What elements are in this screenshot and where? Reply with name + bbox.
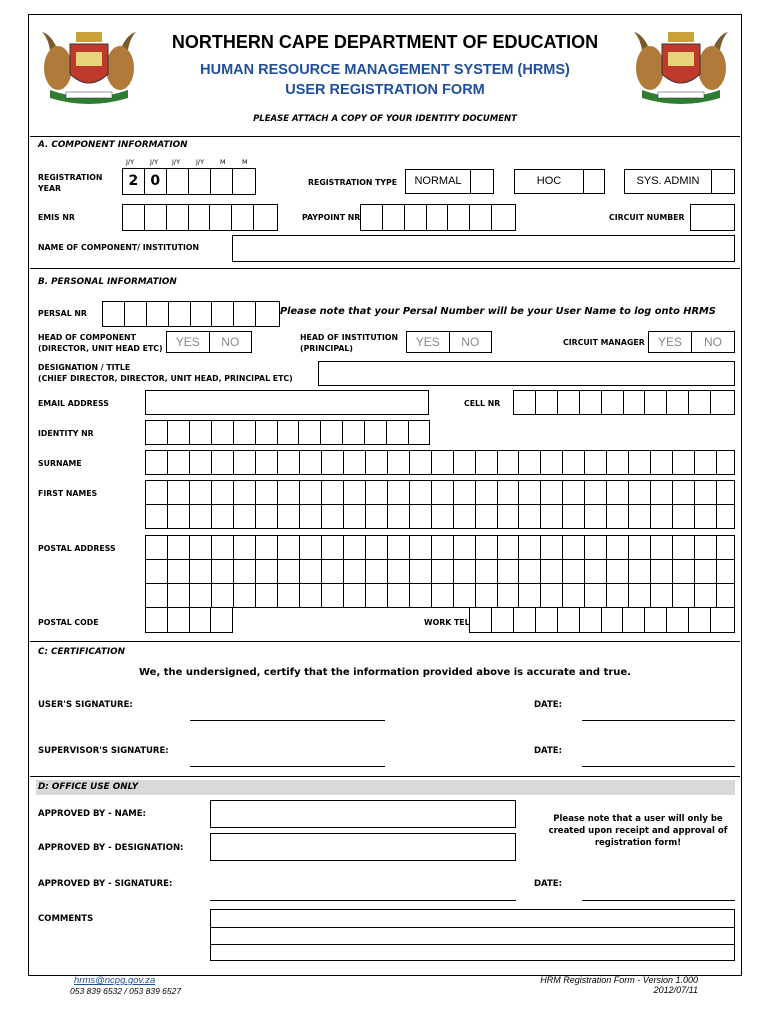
registration-type-label: REGISTRATION TYPE	[308, 178, 398, 187]
emis-label: EMIS NR	[38, 213, 75, 222]
approved-name-field[interactable]	[210, 800, 516, 828]
head-institution-yes-no[interactable]	[406, 331, 492, 353]
surname-label: SURNAME	[38, 459, 82, 468]
user-signature-line[interactable]	[190, 720, 385, 721]
year-digit: 2	[123, 169, 145, 194]
type-sysadmin-checkbox[interactable]	[711, 169, 735, 194]
identity-field[interactable]	[145, 420, 430, 445]
section-c-title: C: CERTIFICATION	[38, 647, 125, 657]
no-option[interactable]: NO	[461, 335, 480, 349]
supervisor-date-label: DATE:	[534, 746, 562, 756]
divider	[30, 268, 740, 269]
designation-field[interactable]	[318, 361, 735, 386]
work-tel-field[interactable]	[469, 607, 735, 633]
page-subtitle: HUMAN RESOURCE MANAGEMENT SYSTEM (HRMS)	[200, 62, 570, 78]
circuit-number-field[interactable]	[690, 204, 735, 231]
comments-label: COMMENTS	[38, 914, 94, 924]
paypoint-field[interactable]	[360, 204, 516, 231]
type-normal-option[interactable]: NORMAL	[405, 169, 471, 194]
postal-address-row2[interactable]	[145, 559, 735, 584]
registration-year-label: REGISTRATION YEAR	[38, 173, 103, 193]
component-field[interactable]	[232, 235, 735, 262]
circuit-manager-yes-no[interactable]	[648, 331, 735, 353]
postal-code-field[interactable]	[145, 607, 233, 633]
approved-signature-label: APPROVED BY - SIGNATURE:	[38, 879, 173, 889]
surname-field[interactable]	[145, 450, 735, 475]
persal-label: PERSAL NR	[38, 309, 87, 318]
no-option[interactable]: NO	[704, 335, 722, 349]
component-label: NAME OF COMPONENT/ INSTITUTION	[38, 243, 200, 252]
circuit-manager-label: CIRCUIT MANAGER	[563, 338, 645, 347]
email-label: EMAIL ADDRESS	[38, 399, 109, 408]
registration-year-field[interactable]	[122, 168, 256, 195]
user-date-label: DATE:	[534, 700, 562, 710]
work-tel-label: WORK TEL	[424, 618, 470, 627]
supervisor-signature-label: SUPERVISOR'S SIGNATURE:	[38, 746, 169, 756]
divider	[30, 776, 740, 777]
approved-date-line[interactable]	[582, 900, 735, 901]
year-digit: 0	[145, 169, 167, 194]
year-header: M	[242, 158, 248, 166]
certification-statement: We, the undersigned, certify that the information provided above is accurate and true.	[139, 667, 631, 678]
form-title: USER REGISTRATION FORM	[285, 82, 485, 98]
office-note: Please note that a user will only be created upon receipt and approval of registration form!	[548, 814, 728, 848]
postal-address-row3[interactable]	[145, 583, 735, 608]
postal-address-row1[interactable]	[145, 535, 735, 560]
divider	[30, 136, 740, 137]
postal-address-label: POSTAL ADDRESS	[38, 544, 116, 553]
section-b-title: B. PERSONAL INFORMATION	[38, 277, 177, 287]
head-institution-label: HEAD OF INSTITUTION (PRINCIPAL)	[300, 333, 399, 353]
first-names-field[interactable]	[145, 480, 735, 505]
cell-label: CELL NR	[464, 399, 501, 408]
approved-name-label: APPROVED BY - NAME:	[38, 809, 146, 819]
approved-date-label: DATE:	[534, 879, 562, 889]
attach-note: PLEASE ATTACH A COPY OF YOUR IDENTITY DOCUMENT	[253, 114, 517, 124]
comments-field[interactable]	[210, 909, 735, 961]
type-sysadmin-option[interactable]: SYS. ADMIN	[624, 169, 712, 194]
designation-label: DESIGNATION / TITLE	[38, 363, 131, 372]
year-header: J/Y	[172, 158, 181, 166]
supervisor-date-line[interactable]	[582, 766, 735, 767]
emis-field[interactable]	[122, 204, 278, 231]
type-hoc-checkbox[interactable]	[583, 169, 605, 194]
type-hoc-option[interactable]: HOC	[514, 169, 584, 194]
yes-option[interactable]: YES	[407, 332, 450, 352]
user-date-line[interactable]	[582, 720, 735, 721]
section-d-title: D: OFFICE USE ONLY	[38, 782, 139, 792]
footer-version	[540, 975, 698, 995]
footer-version-text: HRM Registration Form - Version 1.000	[540, 975, 698, 985]
year-header: J/Y	[150, 158, 159, 166]
paypoint-label: PAYPOINT NR	[302, 213, 361, 222]
approved-designation-label: APPROVED BY - DESIGNATION:	[38, 843, 184, 853]
year-header: J/Y	[196, 158, 205, 166]
persal-field[interactable]	[102, 301, 280, 327]
yes-option[interactable]: YES	[649, 332, 692, 352]
divider	[30, 641, 740, 642]
footer-email-link[interactable]: hrms@ncpg.gov.za	[74, 975, 156, 986]
cell-field[interactable]	[513, 390, 735, 415]
approved-signature-line[interactable]	[210, 900, 516, 901]
head-component-yes-no[interactable]	[166, 331, 252, 353]
postal-code-label: POSTAL CODE	[38, 618, 99, 627]
first-names-field-row2[interactable]	[145, 504, 735, 529]
no-option[interactable]: NO	[221, 335, 240, 349]
circuit-number-label: CIRCUIT NUMBER	[609, 213, 685, 222]
year-header: M	[220, 158, 226, 166]
page-title: NORTHERN CAPE DEPARTMENT OF EDUCATION	[171, 32, 599, 52]
footer-contact	[70, 975, 181, 996]
year-header: J/Y	[126, 158, 135, 166]
section-d-bar	[36, 780, 735, 795]
first-names-label: FIRST NAMES	[38, 489, 98, 498]
type-normal-checkbox[interactable]	[470, 169, 494, 194]
footer-phones: 053 839 6532 / 053 839 6527	[70, 986, 182, 996]
persal-note: Please note that your Persal Number will be your User Name to log onto HRMS	[280, 306, 716, 317]
footer-date: 2012/07/11	[653, 985, 698, 995]
user-signature-label: USER'S SIGNATURE:	[38, 700, 133, 710]
designation-sub-label: (CHIEF DIRECTOR, DIRECTOR, UNIT HEAD, PRINCIPAL ETC)	[38, 374, 293, 383]
head-component-label: HEAD OF COMPONENT (DIRECTOR, UNIT HEAD ETC)	[38, 333, 163, 353]
supervisor-signature-line[interactable]	[190, 766, 385, 767]
approved-designation-field[interactable]	[210, 833, 516, 861]
section-a-title: A. COMPONENT INFORMATION	[38, 140, 188, 150]
email-field[interactable]	[145, 390, 429, 415]
identity-label: IDENTITY NR	[38, 429, 94, 438]
yes-option[interactable]: YES	[167, 332, 210, 352]
